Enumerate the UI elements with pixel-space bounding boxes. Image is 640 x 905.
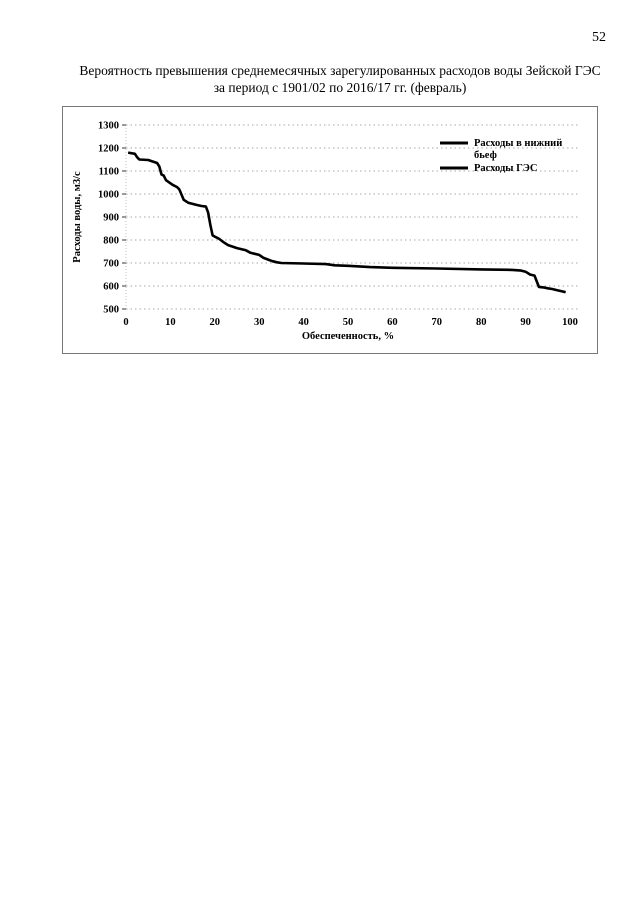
y-tick-label: 600 [103,281,119,293]
legend-label-1: Расходы в нижний [474,138,563,149]
legend-label-2: Расходы ГЭС [474,163,538,174]
x-tick-label: 30 [253,317,265,328]
x-tick-label: 80 [475,317,487,328]
y-axis-title: Расходы воды, м3/с [72,171,83,263]
y-tick-label: 900 [103,212,119,224]
x-tick-label: 60 [387,317,398,328]
legend-label-1: бьеф [474,150,497,161]
x-tick-label: 20 [209,317,221,328]
y-tick-label: 1300 [98,120,119,132]
x-tick-label: 40 [298,317,309,328]
x-tick-label: 0 [123,317,129,328]
page-number: 52 [592,30,606,45]
y-tick-label: 1100 [98,166,119,178]
y-tick-label: 1200 [98,143,119,155]
x-tick-label: 50 [342,317,354,328]
chart-title-line-2: за период с 1901/02 по 2016/17 гг. (февраль) [213,80,467,95]
y-tick-label: 1000 [98,189,119,201]
x-axis-title: Обеспеченность, % [301,331,395,342]
x-tick-label: 90 [520,317,531,328]
x-tick-label: 10 [165,317,176,328]
y-tick-label: 700 [103,258,119,270]
y-tick-label: 800 [103,235,119,247]
y-tick-label: 500 [103,304,119,316]
chart-title-line-1: Вероятность превышения среднемесячных зарегулированных расходов воды Зейской ГЭС [79,63,601,78]
x-tick-label: 70 [431,317,443,328]
x-tick-label: 100 [562,317,578,328]
